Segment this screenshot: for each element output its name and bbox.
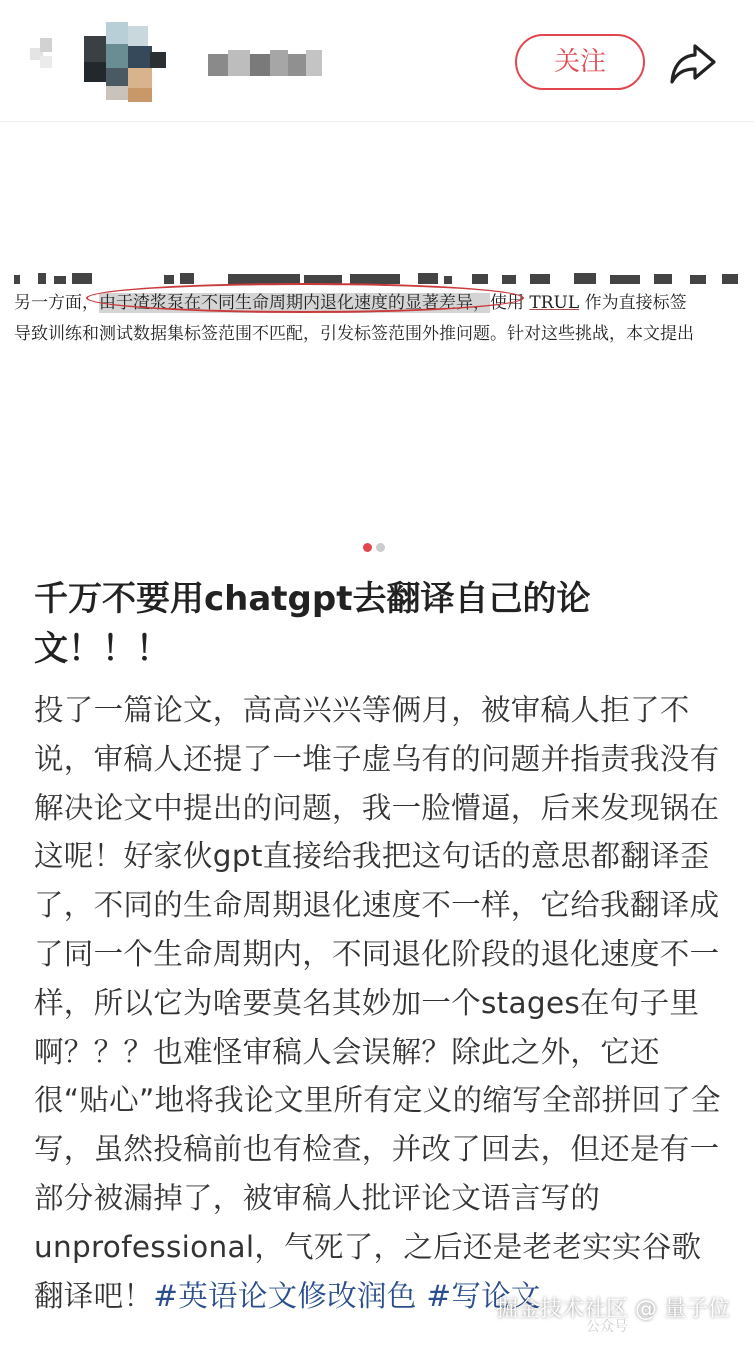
- username[interactable]: [208, 46, 322, 82]
- follow-button[interactable]: 关注: [515, 34, 645, 90]
- hashtag-link[interactable]: #英语论文修改润色: [153, 1278, 417, 1313]
- post-body: [34, 686, 724, 1320]
- pager-dot-active[interactable]: [363, 543, 372, 552]
- pager-dot[interactable]: [376, 543, 385, 552]
- hashtag-link[interactable]: #写论文: [426, 1278, 541, 1313]
- doc-line-2: 导致训练和测试数据集标签范围不匹配，引发标签范围外推问题。针对这些挑战，本文提出: [14, 324, 694, 344]
- watermark: 掘金技术社区 @ 量子位: [496, 1297, 730, 1322]
- avatar[interactable]: [84, 22, 168, 102]
- post-image[interactable]: [0, 122, 754, 527]
- cut-text-line: [14, 270, 742, 284]
- watermark-sub: 公众号: [586, 1319, 628, 1335]
- share-icon[interactable]: [668, 40, 718, 86]
- image-pager: [363, 537, 389, 547]
- doc-line-1: 另一方面，由于渣浆泵在不同生命周期内退化速度的显著差异，使用 TRUL 作为直接标签: [14, 293, 687, 313]
- post-title: 千万不要用chatgpt去翻译自己的论文！！！: [34, 579, 591, 669]
- top-bar: [0, 0, 754, 122]
- back-icon[interactable]: [30, 38, 56, 68]
- post-body-text: 投了一篇论文，高高兴兴等俩月，被审稿人拒了不说，审稿人还提了一堆子虚乌有的问题并指责我没有解决论文中提出的问题，我一脸懵逼，后来发现锅在这呢！好家伙gpt直接给我把这句话的意思都翻译歪了，不同的生命周期退化速度不一样，它给我翻译成了同一个生命周期内，不同退化阶段的退化速度不一样，所以它为啥要莫名其妙加一个stages在句子里啊？？？也难怪审稿人会误解？除此之外，它还很“贴心”地将我论文里所有定义的缩写全部拼回了全写，虽然投稿前也有检查，并改了回去，但还是有一部分被漏掉了，被审稿人批评论文语言写的unprofessional，气死了，之后还是老老实实谷歌翻译吧！: [34, 693, 721, 1313]
- highlight-ellipse: [86, 283, 524, 313]
